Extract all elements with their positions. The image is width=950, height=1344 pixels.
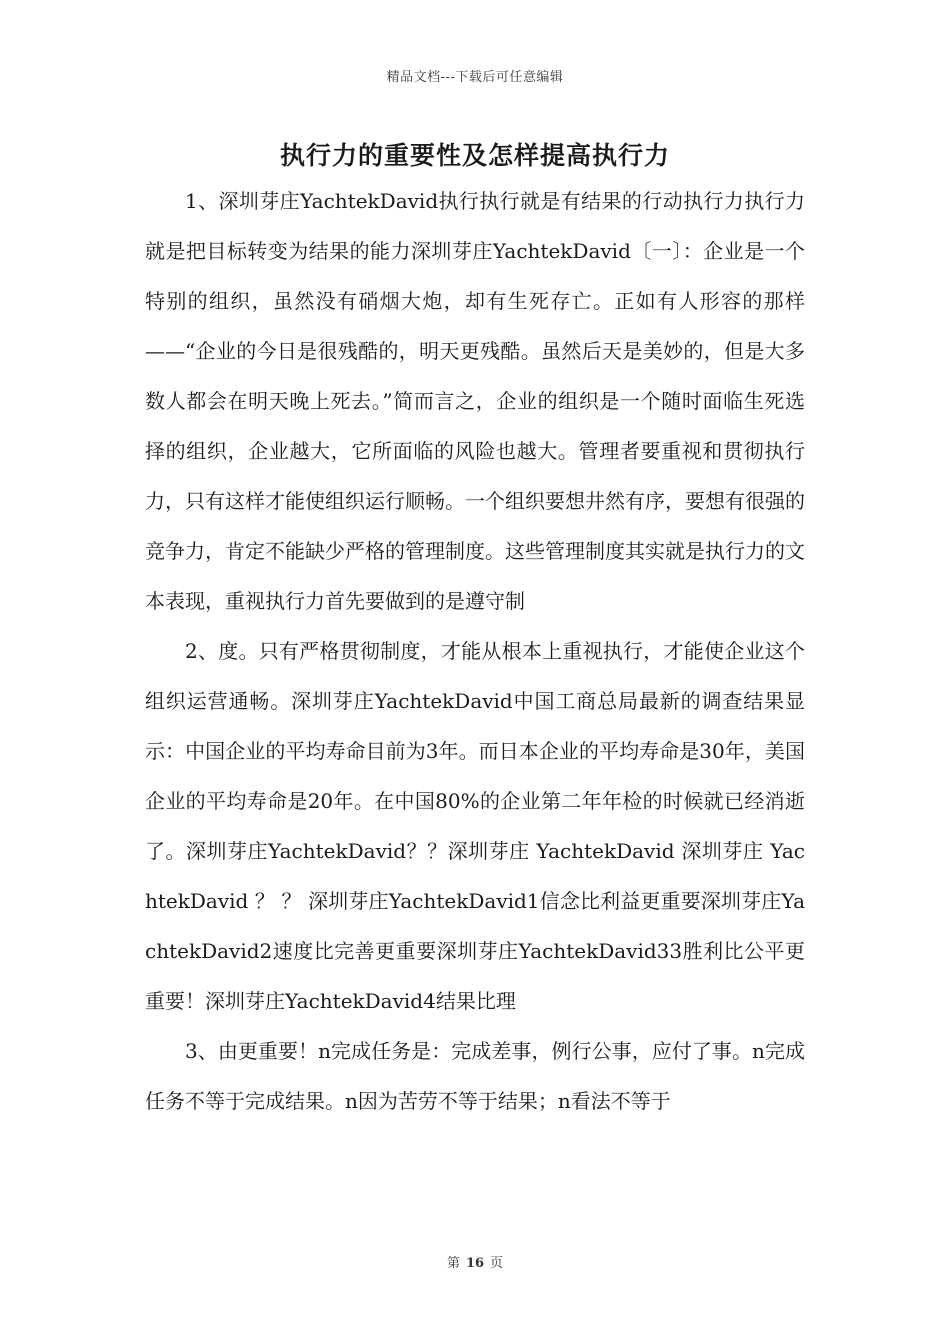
page-header: 精品文档---下载后可任意编辑 — [386, 70, 564, 85]
paragraph-3: 3、由更重要！n完成任务是：完成差事，例行公事，应付了事。n完成任务不等于完成结果。n因为苦劳不等于结果；n看法不等于 — [145, 1039, 805, 1113]
page-number-prefix: 第 — [446, 1256, 460, 1271]
document-title: 执行力的重要性及怎样提高执行力 — [279, 141, 670, 170]
paragraph-1: 1、深圳芽庄YachtekDavid执行执行就是有结果的行动执行力执行力就是把目标转变为结果的能力深圳芽庄YachtekDavid〔一〕：企业是一个特别的组织，虽然没有硝烟大炮，却有生死存亡。正如有人形容的那样——“企业的今日是很残酷的，明天更残酷。虽然后天是美妙的，但是大多数人都会在明天晚上死去。”简而言之，企业的组织是一个随时面临生死选择的组织，企业越大，它所面临的风险也越大。管理者要重视和贯彻执行力，只有这样才能使组织运行顺畅。一个组织要想井然有序，要想有很强的竞争力，肯定不能缺少严格的管理制度。这些管理制度其实就是执行力的文本表现，重视执行力首先要做到的是遵守制 — [145, 189, 805, 613]
page-number-suffix: 页 — [490, 1256, 504, 1271]
page-number: 16 — [465, 1256, 485, 1271]
paragraph-2: 2、度。只有严格贯彻制度，才能从根本上重视执行，才能使企业这个组织运营通畅。深圳芽庄YachtekDavid中国工商总局最新的调查结果显示：中国企业的平均寿命目前为3年。而日本企业的平均寿命是30年，美国企业的平均寿命是20年。在中国80%的企业第二年年检的时候就已经消逝了。深圳芽庄YachtekDavid？？深圳芽庄 YachtekDavid 深圳芽庄 YachtekDavid ？ ？ 深圳芽庄YachtekDavid1信念比利益更重要深圳芽庄YachtekDavid2速度比完善更重要深圳芽庄YachtekDavid33胜利比公平更重要！深圳芽庄YachtekDavid4结果比理 — [145, 639, 805, 1013]
document-body — [145, 176, 805, 1126]
page-footer — [0, 1252, 950, 1271]
